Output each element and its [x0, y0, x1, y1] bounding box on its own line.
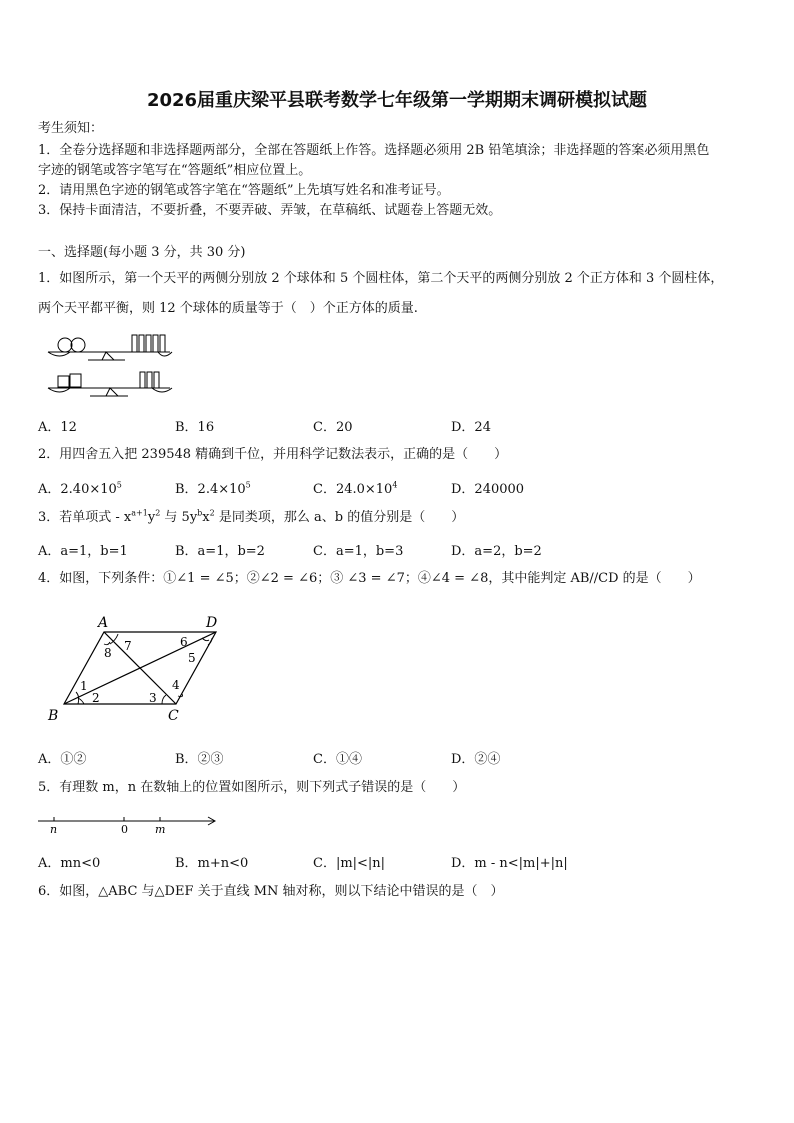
notice-line-2: 字迹的钢笔或答字笔写在“答题纸”相应位置上。: [38, 163, 312, 178]
vertex-a-label: A: [98, 615, 109, 631]
q5-stem: 5．有理数 m，n 在数轴上的位置如图所示，则下列式子错误的是（ ）: [38, 780, 466, 795]
q1-stem-line1: 1．如图所示，第一个天平的两侧分别放 2 个球体和 5 个圆柱体，第二个天平的两侧分别放 2 个正方体和 3 个圆柱体，: [38, 271, 724, 286]
q2-option-c: C．$24.0\times 10^4$: [313, 480, 398, 497]
q4-option-c: C．①④: [313, 752, 362, 767]
axis-m-label: m: [155, 823, 166, 836]
notice-line-1: 1．全卷分选择题和非选择题两部分，全部在答题纸上作答。选择题必须用 2B 铅笔填涂；非选择题的答案必须用黑色: [38, 143, 710, 158]
q1-option-b: B．16: [175, 420, 215, 435]
q1-stem-line2: 两个天平都平衡，则 12 个球体的质量等于（ ）个正方体的质量.: [38, 301, 418, 316]
axis-zero-label: 0: [121, 823, 128, 836]
notice-line-4: 3．保持卡面清洁，不要折叠，不要弄破、弄皱，在草稿纸、试题卷上答题无效。: [38, 203, 502, 218]
angle-7-label: 7: [124, 639, 132, 653]
angle-8-label: 8: [104, 646, 112, 660]
q3-option-c: C．a=1，b=3: [313, 544, 404, 559]
vertex-d-label: D: [206, 615, 218, 631]
section-heading: 一、选择题(每小题 3 分，共 30 分): [38, 245, 246, 260]
q4-option-a: A．①②: [38, 752, 87, 767]
q2-option-a: A．$2.40\times 10^5$: [38, 480, 122, 497]
q3-option-a: A．a=1，b=1: [38, 544, 128, 559]
q3-option-b: B．a=1，b=2: [175, 544, 265, 559]
notice-heading: 考生须知：: [38, 121, 104, 136]
q2-stem: 2．用四舍五入把 239548 精确到千位，并用科学记数法表示，正确的是（ ）: [38, 447, 508, 462]
notice-line-3: 2．请用黑色字迹的钢笔或答字笔在“答题纸”上先填写姓名和准考证号。: [38, 183, 450, 198]
q1-option-c: C．20: [313, 420, 353, 435]
angle-1-label: 1: [80, 679, 88, 693]
q4-option-b: B．②③: [175, 752, 224, 767]
angle-5-label: 5: [188, 651, 196, 665]
q4-stem: 4．如图，下列条件：①∠1 = ∠5；②∠2 = ∠6；③ ∠3 = ∠7；④∠4 = ∠8，其中能判定 AB//CD 的是（ ）: [38, 571, 701, 586]
balance-figure: [40, 330, 190, 410]
parallelogram-figure: [42, 610, 232, 725]
q3-stem: 3．若单项式 - $x^{a+1}y^2$ 与 $5y^bx^2$ 是同类项，那么 a、b 的值分别是（ ）: [38, 508, 465, 525]
number-line-figure: [38, 810, 220, 838]
angle-2-label: 2: [92, 691, 100, 705]
angle-4-label: 4: [172, 678, 180, 692]
q5-option-d: D．m - n<|m|+|n|: [451, 856, 568, 871]
vertex-b-label: B: [48, 708, 59, 724]
vertex-c-label: C: [168, 708, 179, 724]
q5-option-b: B．m+n<0: [175, 856, 249, 871]
angle-6-label: 6: [180, 635, 188, 649]
q1-option-d: D．24: [451, 420, 491, 435]
q5-option-c: C．|m|<|n|: [313, 856, 386, 871]
page-title: 2026届重庆梁平县联考数学七年级第一学期期末调研模拟试题: [146, 90, 648, 111]
q1-option-a: A．12: [38, 420, 77, 435]
q3-option-d: D．a=2，b=2: [451, 544, 542, 559]
q4-option-d: D．②④: [451, 752, 501, 767]
q2-option-b: B．$2.4\times 10^5$: [175, 480, 251, 497]
q2-option-d: D．240000: [451, 482, 525, 497]
axis-n-label: n: [50, 823, 58, 836]
q6-stem: 6．如图，△ABC 与△DEF 关于直线 MN 轴对称，则以下结论中错误的是（ ）: [38, 884, 504, 899]
q5-option-a: A．mn<0: [38, 856, 101, 871]
angle-3-label: 3: [149, 691, 157, 705]
